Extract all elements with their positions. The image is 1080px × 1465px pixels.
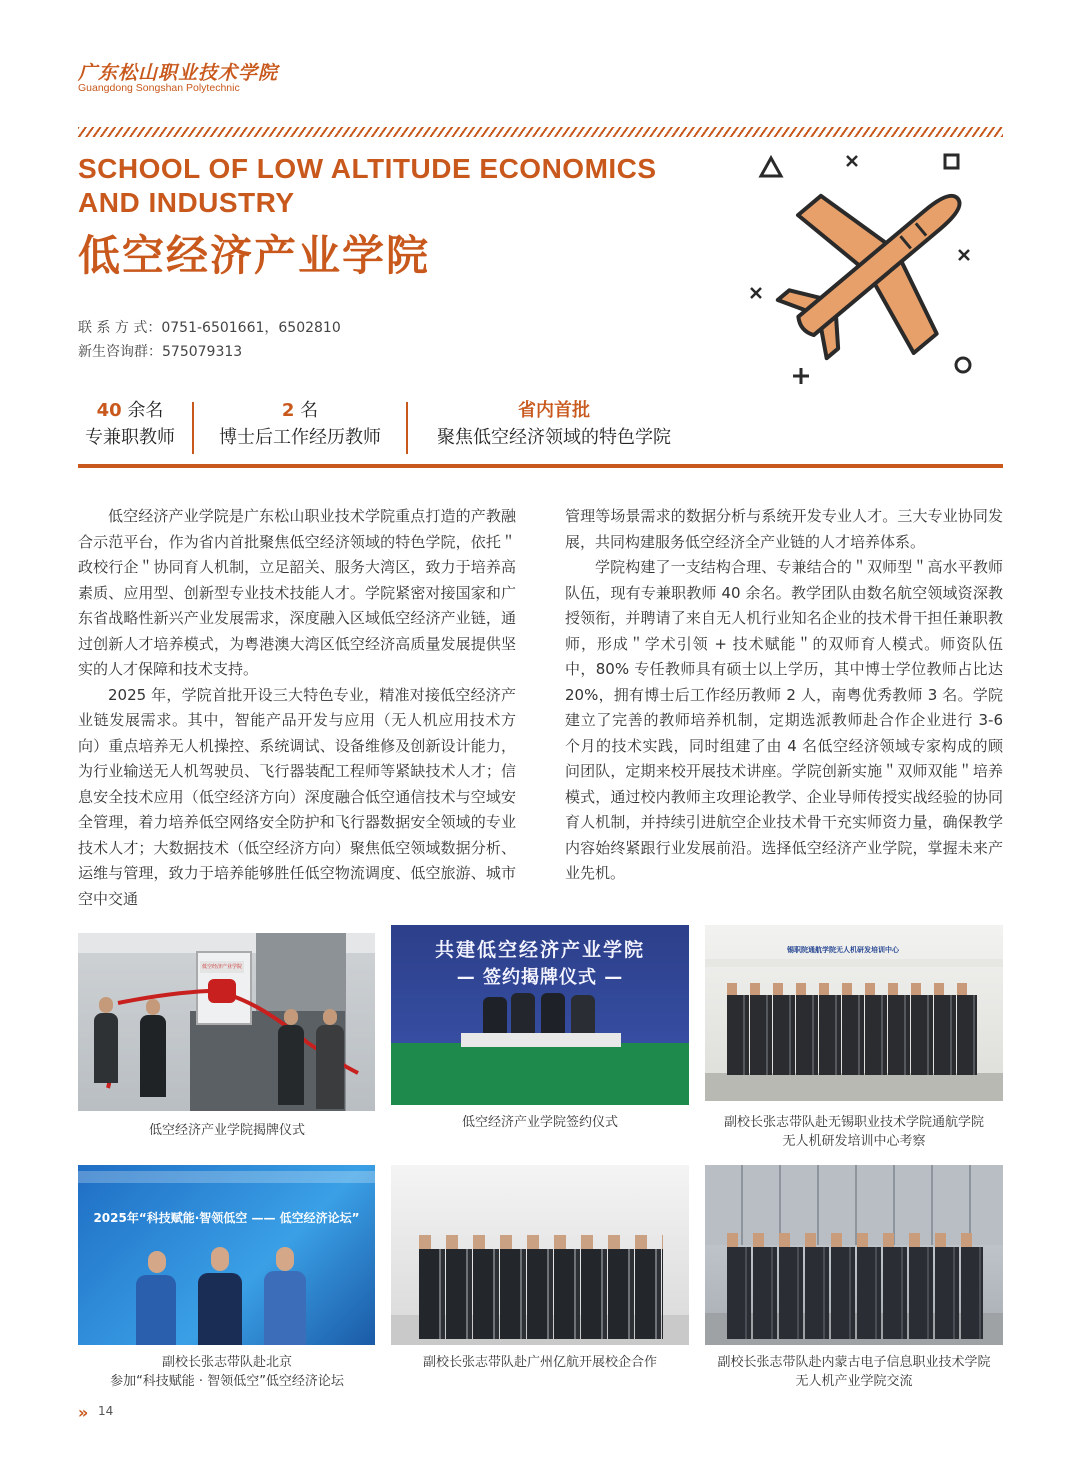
airplane-icon (745, 150, 1005, 390)
page-number: 14 (98, 1404, 114, 1418)
caption-line: 副校长张志带队赴内蒙古电子信息职业技术学院 (717, 1355, 991, 1370)
stat-label: 博士后工作经历教师 (219, 427, 381, 448)
plaque-text: 低空经济产业学院 (200, 961, 244, 973)
triangle-icon (761, 158, 781, 176)
hatched-divider (78, 127, 1003, 137)
banner-title: 共建低空经济产业学院 (434, 939, 645, 961)
phone-value: 0751-6501661，6502810 (161, 320, 341, 336)
banner-subtitle: — 签约揭牌仪式 — (456, 967, 624, 988)
chevron-right-icon: » (78, 1403, 86, 1422)
plus-icon (793, 368, 809, 384)
photo-signing (391, 925, 689, 1105)
photo-caption (77, 1121, 377, 1140)
sparkle-icon (847, 156, 857, 166)
body-paragraph: 低空经济产业学院是广东松山职业技术学院重点打造的产教融合示范平台，作为省内首批聚焦低空经济领域的特色学院，依托＂政校行企＂协同育人机制，立足韶关、服务大湾区，致力于培养高素质、应用型、创新型专业技术技能人才。学院紧密对接国家和广东省战略性新兴产业发展需求，深度融入区域低空经济产业链，通过创新人才培养模式，为粤港澳大湾区低空经济高质量发展提供坚实的人才保障和技术支持。 (78, 507, 516, 678)
stat-divider (406, 402, 408, 454)
stat-number: 40 (96, 400, 122, 421)
stat-number: 2 (281, 400, 295, 421)
sparkle-icon (959, 250, 969, 260)
photo-caption (390, 1113, 690, 1132)
forum-banner: 2025年“科技赋能·智领低空 —— 低空经济论坛” (93, 1211, 360, 1225)
photo-caption (390, 1353, 690, 1372)
stats-underline (78, 464, 1003, 468)
stat-number: 省内首批 (518, 400, 590, 421)
circle-icon (956, 358, 970, 372)
stat-label: 聚焦低空经济领域的特色学院 (437, 427, 671, 448)
wall-sign: 锡职院通航学院无人机研发培训中心 (787, 946, 899, 954)
caption-line: 低空经济产业学院签约仪式 (461, 1115, 618, 1130)
caption-line: 无人机产业学院交流 (795, 1374, 913, 1389)
airplane-illustration (745, 150, 1005, 390)
body-column-left (78, 504, 516, 912)
body-column-right (565, 504, 1003, 887)
photo-caption (704, 1353, 1004, 1391)
title-en-line1: SCHOOL OF LOW ALTITUDE ECONOMICS (78, 153, 657, 184)
sparkle-icon (751, 288, 761, 298)
caption-line: 无人机研发培训中心考察 (782, 1134, 926, 1149)
page-title: 低空经济产业学院 (78, 231, 431, 280)
body-paragraph: 管理等场景需求的数据分析与系统开发专业人才。三大专业协同发展，共同构建服务低空经济全产业链的人才培养体系。 (565, 507, 1003, 551)
body-paragraph: 学院构建了一支结构合理、专兼结合的＂双师型＂高水平教师队伍，现有专兼职教师 40 余名。教学团队由数名航空领域资深教授领衔，并聘请了来自无人机行业知名企业的技术骨干担任兼职教师，形成＂学术引领 + 技术赋能＂的双师育人模式。师资队伍中，80% 专任教师具有硕士以上学历，其中博士学位教师占比达 20%，拥有博士后工作经历教师 2 人，南粤优秀教师 3 名。学院建立了完善的教师培养机制，定期选派教师赴合作企业进行 3-6 个月的技术实践，同时组建了由 4 名低空经济领域专家构成的顾问团队，定期来校开展技术讲座。学院创新实施＂双师双能＂培养模式，通过校内教师主攻理论教学、企业导师传授实战经验的协同育人机制，并持续引进航空企业技术骨干充实师资力量，确保教学内容始终紧跟行业发展前沿。选择低空经济产业学院，掌握未来产业先机。 (565, 558, 1003, 882)
school-logo-en: Guangdong Songshan Polytechnic (78, 82, 240, 94)
title-en-line2: AND INDUSTRY (78, 187, 295, 218)
caption-line: 参加“科技赋能 · 智领低空”低空经济论坛 (110, 1374, 344, 1389)
phone-label: 联 系 方 式： (78, 320, 162, 336)
photo-caption (77, 1353, 377, 1391)
contact-info (78, 316, 341, 364)
stat-label: 专兼职教师 (85, 427, 175, 448)
photo-caption (704, 1113, 1004, 1151)
stat-unit: 余名 (127, 400, 164, 421)
title-en (78, 152, 738, 220)
stat-postdoc (208, 398, 392, 456)
caption-line: 副校长张志带队赴无锡职业技术学院通航学院 (723, 1115, 984, 1130)
caption-line: 低空经济产业学院揭牌仪式 (148, 1123, 305, 1138)
stat-teachers (78, 398, 182, 456)
body-paragraph: 2025 年，学院首批开设三大特色专业，精准对接低空经济产业链发展需求。其中，智能产品开发与应用（无人机应用技术方向）重点培养无人机操控、系统调试、设备维修及创新设计能力，为行业输送无人机驾驶员、飞行器装配工程师等紧缺技术人才；信息安全技术应用（低空经济方向）深度融合低空通信技术与空域安全管理，着力培养低空网络安全防护和飞行器数据安全领域的专业技术人才；大数据技术（低空经济方向）聚焦低空领域数据分析、运维与管理，致力于培养能够胜任低空物流调度、低空旅游、城市空中交通 (78, 685, 516, 908)
photo-beijing-forum (78, 1165, 375, 1345)
group-value: 575079313 (162, 344, 243, 360)
stat-unit: 名 (300, 400, 319, 421)
square-icon (945, 155, 958, 168)
school-logo-cn: 广东松山职业技术学院 (78, 62, 279, 84)
stats-bar (78, 398, 1003, 468)
stat-first-batch (422, 398, 686, 456)
photo-guangzhou-ehang (391, 1165, 689, 1345)
photo-wuxi-visit (705, 925, 1003, 1101)
group-label: 新生咨询群： (78, 344, 162, 360)
caption-line: 副校长张志带队赴广州亿航开展校企合作 (422, 1355, 657, 1370)
caption-line: 副校长张志带队赴北京 (161, 1355, 292, 1370)
stat-divider (192, 402, 194, 454)
photo-unveiling (78, 933, 375, 1111)
photo-inner-mongolia (705, 1165, 1003, 1345)
